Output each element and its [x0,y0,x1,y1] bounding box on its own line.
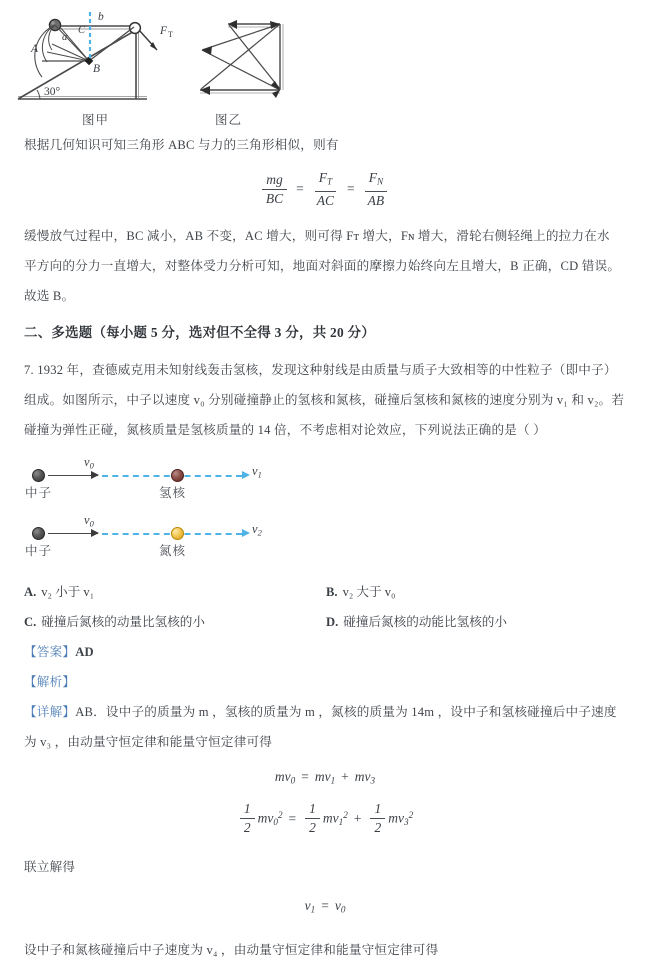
option-b[interactable] [326,577,628,607]
section-heading: 二、多选题（每小题 5 分，选对但不全得 3 分，共 20 分） [24,324,376,340]
option-a[interactable] [24,577,326,607]
momentum-subscript: 0 [290,775,296,786]
option-b-text: v₂ 大于 v₀ [342,584,396,599]
equals-sign: = [347,181,355,197]
solution-line-4: 故选 B。 [24,288,75,303]
fraction-numerator [365,170,387,192]
question-line-3: 碰撞为弹性正碰，氮核质量是氢核质量的 14 倍，不考虑相对论效应，下列说法正确的是（ ） [24,422,546,437]
answer-tag: 【答案】 [24,644,76,659]
momentum-term: mv [354,768,371,784]
energy-superscript: 2 [277,810,283,821]
detail-tag: 【详解】 [24,704,76,719]
velocity-label-v0 [84,455,94,470]
hydrogen-nucleus-particle [171,469,184,482]
analysis-row [24,667,628,697]
fraction-numerator: 1 [370,801,385,819]
svg-text:30°: 30° [44,86,61,98]
velocity-arrow-out [242,529,250,537]
neutron-particle [32,527,45,540]
equals-sign: = [296,181,304,197]
answer-value: AD [75,644,94,659]
formula-energy-conservation [0,801,650,836]
svg-text:A: A [31,43,39,55]
fraction-half-2 [305,801,320,836]
neutron-label: 中子 [25,485,53,500]
force-subscript: N [376,176,384,187]
momentum-lhs [275,769,295,786]
energy-subscript: 3 [403,817,409,828]
energy-subscript: 0 [273,817,278,828]
velocity-symbol: v [252,521,258,536]
figure-yi [192,10,312,107]
fraction-denominator: AC [316,192,335,208]
svg-text:B: B [93,63,101,75]
analysis-tag: 【解析】 [24,674,76,689]
velocity-subscript: 2 [257,526,262,537]
momentum-rhs-1 [315,769,335,786]
option-c-text: 碰撞后氮核的动量比氢核的小 [41,614,205,629]
velocity-symbol: v [334,898,341,914]
fraction-numerator: mg [262,172,287,190]
solve-label: 联立解得 [24,860,76,875]
energy-superscript: 2 [343,810,348,821]
fraction-mg-bc [262,172,287,207]
nitrogen-nucleus-label: 氮核 [159,543,187,558]
svg-text:a: a [62,32,68,43]
momentum-term: mv [314,768,331,784]
result-lhs [305,898,316,915]
option-d[interactable] [326,607,628,637]
answer-row [24,637,628,667]
velocity-arrow-out [242,471,250,479]
figure-jia [14,4,184,113]
detail-line-1 [24,697,628,727]
velocity-subscript: 0 [89,517,94,528]
fraction-denominator: 2 [243,820,251,836]
formula-similar-triangles [0,170,650,209]
collision-row-hydrogen [24,454,650,515]
options-row-ab [24,577,628,607]
hydrogen-nucleus-label: 氢核 [159,485,187,500]
option-d-text: 碰撞后氮核的动能比氢核的小 [343,614,507,629]
plus-sign: + [353,810,362,826]
energy-term-2 [323,810,348,827]
fraction-half-1 [240,801,255,836]
velocity-symbol: v [252,463,258,478]
svg-text:T: T [168,30,173,39]
fraction-denominator: BC [265,190,284,206]
fraction-denominator: AB [367,192,385,208]
energy-symbol: mv [388,810,404,826]
velocity-symbol: v [304,898,311,914]
question-line-2: 组成。如图所示，中子以速度 v₀ 分别碰撞静止的氢核和氮核，碰撞后氢核和氮核的速度分别为 v₁ 和 v₂。若 [24,392,625,407]
momentum-term: mv [274,768,291,784]
svg-text:C: C [78,25,86,36]
svg-text:b: b [98,11,104,23]
svg-text:F: F [160,25,168,37]
fraction-numerator [315,170,336,192]
solution-line-3: 平方向的分力一直增大，对整体受力分析可知，地面对斜面的摩擦力始终向左且增大，B 正确，CD 错误。 [24,258,621,273]
velocity-symbol: v [84,512,90,527]
question-number: 7. [24,362,34,377]
energy-term-1 [258,810,283,827]
momentum-rhs-2 [355,769,375,786]
option-a-text: v₂ 小于 v₁ [41,584,95,599]
velocity-subscript: 1 [257,468,262,479]
option-d-letter: D. [326,614,339,629]
collision-row-nitrogen [24,512,650,573]
neutron-particle [32,469,45,482]
velocity-label-v2 [252,522,262,537]
fraction-numerator: 1 [240,801,255,819]
momentum-subscript: 3 [370,775,376,786]
equals-sign: = [321,898,329,914]
momentum-subscript: 1 [330,775,336,786]
question-text: 1932 年，查德威克用未知射线轰击氢核，发现这种射线是由质量与质子大致相等的中性粒子（即中子） [37,362,617,377]
option-c[interactable] [24,607,326,637]
equals-sign: = [301,768,309,784]
detail-text-1: AB．设中子的质量为 m ，氢核的质量为 m ，氮核的质量为 14m ，设中子和氢核碰撞后中子速度 [75,704,617,719]
neutron-label: 中子 [25,543,53,558]
plus-sign: + [341,768,349,784]
options-list [24,577,628,637]
energy-term-3 [388,810,413,827]
detail-line-last: 设中子和氮核碰撞后中子速度为 v₄ ，由动量守恒定律和能量守恒定律可得 [24,942,439,957]
velocity-subscript: 1 [310,904,316,915]
figure-yi-svg [192,10,312,102]
fraction-denominator: 2 [309,820,316,836]
option-b-letter: B. [326,584,338,599]
velocity-arrow-in [48,533,98,534]
energy-symbol: mv [257,810,274,826]
force-symbol: F [318,170,327,185]
velocity-subscript: 0 [340,904,346,915]
force-symbol: F [368,170,377,185]
fraction-ft-ac [313,170,338,209]
collision-diagram [24,454,650,577]
velocity-arrow-in [48,475,98,476]
energy-subscript: 1 [338,817,344,828]
detail-line-2: 为 v₃ ，由动量守恒定律和能量守恒定律可得 [24,734,273,749]
formula-momentum-conservation [0,769,650,786]
velocity-symbol: v [84,454,90,469]
velocity-label-v1 [252,464,262,479]
fraction-half-3 [370,801,385,836]
solution-line-1: 根据几何知识可知三角形 ABC 与力的三角形相似，则有 [24,138,339,152]
force-subscript: T [326,176,333,187]
figure-jia-caption: 图甲 [82,113,110,127]
figure-yi-caption: 图乙 [215,113,243,127]
nitrogen-nucleus-particle [171,527,184,540]
solution-line-2: 缓慢放气过程中，BC 减小，AB 不变，AC 增大，则可得 Fᴛ 增大，Fɴ 增大，滑轮右侧轻绳上的拉力在水 [24,228,610,243]
question-line-1 [24,355,628,385]
figures-row [0,0,650,130]
option-a-letter: A. [24,584,37,599]
fraction-numerator: 1 [305,801,320,819]
velocity-label-v0 [84,513,94,528]
fraction-fn-ab [364,170,389,209]
result-rhs [335,898,346,915]
velocity-subscript: 0 [89,459,94,470]
equals-sign: = [288,810,297,826]
energy-superscript: 2 [408,810,414,821]
energy-symbol: mv [322,810,339,826]
fraction-denominator: 2 [374,820,382,836]
option-c-letter: C. [24,614,37,629]
formula-result [0,898,650,915]
options-row-cd [24,607,628,637]
figure-jia-svg [14,4,184,108]
